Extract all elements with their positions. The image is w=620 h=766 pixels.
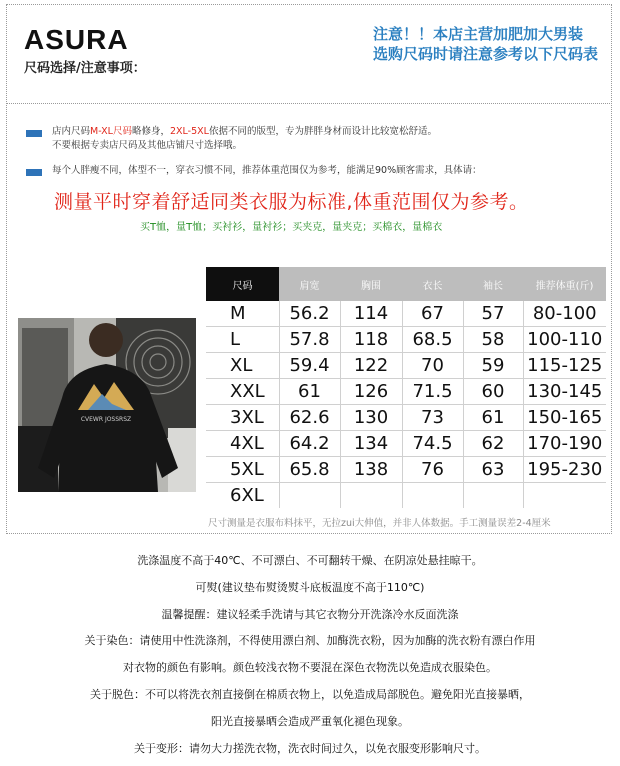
header-sleeve: 袖长	[463, 267, 523, 301]
header-length: 衣长	[402, 267, 463, 301]
care-line: 阳光直接暴晒会造成严重氧化褪色现象。	[211, 714, 409, 728]
plus-size-range: 2XL-5XL	[169, 126, 209, 137]
table-row: 3XL 62.6 130 73 61 150-165	[206, 405, 606, 431]
table-row: 5XL 65.8 138 76 63 195-230	[206, 457, 606, 483]
size-chart-header-row	[206, 267, 606, 301]
header-shoulder: 肩宽	[279, 267, 340, 301]
bullet-square-icon	[26, 130, 42, 137]
care-line: 温馨提醒：建议轻柔手洗请与其它衣物分开洗涤冷水反面洗涤	[161, 607, 459, 621]
care-line: 洗涤温度不高于40℃、不可漂白、不可翻转干燥、在阴凉处悬挂晾干。	[137, 554, 483, 567]
care-line: 关于脱色：不可以将洗衣剂直接倒在棉质衣物上，以免造成局部脱色。避免阳光直接暴晒，	[90, 687, 530, 701]
care-line: 关于变形：请勿大力搓洗衣物，洗衣时间过久，以免衣服变形影响尺寸。	[134, 741, 486, 755]
size-chart-table	[206, 267, 606, 508]
model-photo-illustration	[18, 318, 196, 492]
table-row: L 57.8 118 68.5 58 100-110	[206, 327, 606, 353]
table-row: M 56.2 114 67 57 80-100	[206, 301, 606, 327]
page-subtitle: 尺码选择/注意事项：	[24, 61, 146, 76]
care-line: 对衣物的颜色有影响。颜色较浅衣物不要混在深色衣物洗以免造成衣服染色。	[123, 661, 497, 675]
header-weight: 推荐体重(斤)	[523, 267, 606, 301]
header-size: 尺码	[206, 267, 279, 301]
brand-logo: ASURA	[24, 24, 129, 55]
care-line: 关于染色：请使用中性洗涤剂，不得使用漂白剂、加酶洗衣粉，因为加酶的洗衣粉有漂白作用	[84, 634, 536, 648]
care-instructions	[0, 548, 620, 762]
table-row: 4XL 64.2 134 74.5 62 170-190	[206, 431, 606, 457]
bullet-square-icon	[26, 169, 42, 176]
table-row: XL 59.4 122 70 59 115-125	[206, 353, 606, 379]
notice-line-1: 注意！！本店主营加肥加大男装	[372, 25, 583, 43]
intro-line-2: 不要根据专卖店尺码及其他店铺尺寸选择哦。	[52, 140, 243, 151]
product-photo	[18, 318, 196, 492]
measurement-examples: 买T恤，量T恤；买衬衫，量衬衫；买夹克，量夹克；买棉衣，量棉衣	[140, 222, 443, 233]
sweater-print-text: CVEWR JOSSRSZ	[80, 416, 132, 423]
slim-size-range: M-XL尺码	[90, 126, 132, 137]
header-chest: 胸围	[340, 267, 402, 301]
measurement-note: 尺寸测量是衣服布料抹平，无拉zui大伸值，并非人体数据。手工测量误差2-4厘米	[208, 518, 551, 529]
table-row: XXL 61 126 71.5 60 130-145	[206, 379, 606, 405]
header-divider	[6, 103, 612, 104]
store-notice	[373, 24, 598, 64]
care-line: 可熨(建议垫布熨烫熨斗底板温度不高于110℃)	[195, 580, 425, 594]
notice-line-2: 选购尺码时请注意参考以下尺码表	[372, 45, 598, 63]
intro-line-1: 店内尺码M-XL尺码略修身，2XL-5XL依据不同的版型，专为胖胖身材而设计比较宽松舒适。	[52, 126, 437, 137]
table-row: 6XL	[206, 483, 606, 509]
measurement-highlight: 测量平时穿着舒适同类衣服为标准,体重范围仅为参考。	[54, 191, 529, 213]
intro-line-3: 每个人胖瘦不同，体型不一，穿衣习惯不同，推荐体重范围仅为参考，能满足90%顾客需求，具体请：	[52, 165, 482, 176]
